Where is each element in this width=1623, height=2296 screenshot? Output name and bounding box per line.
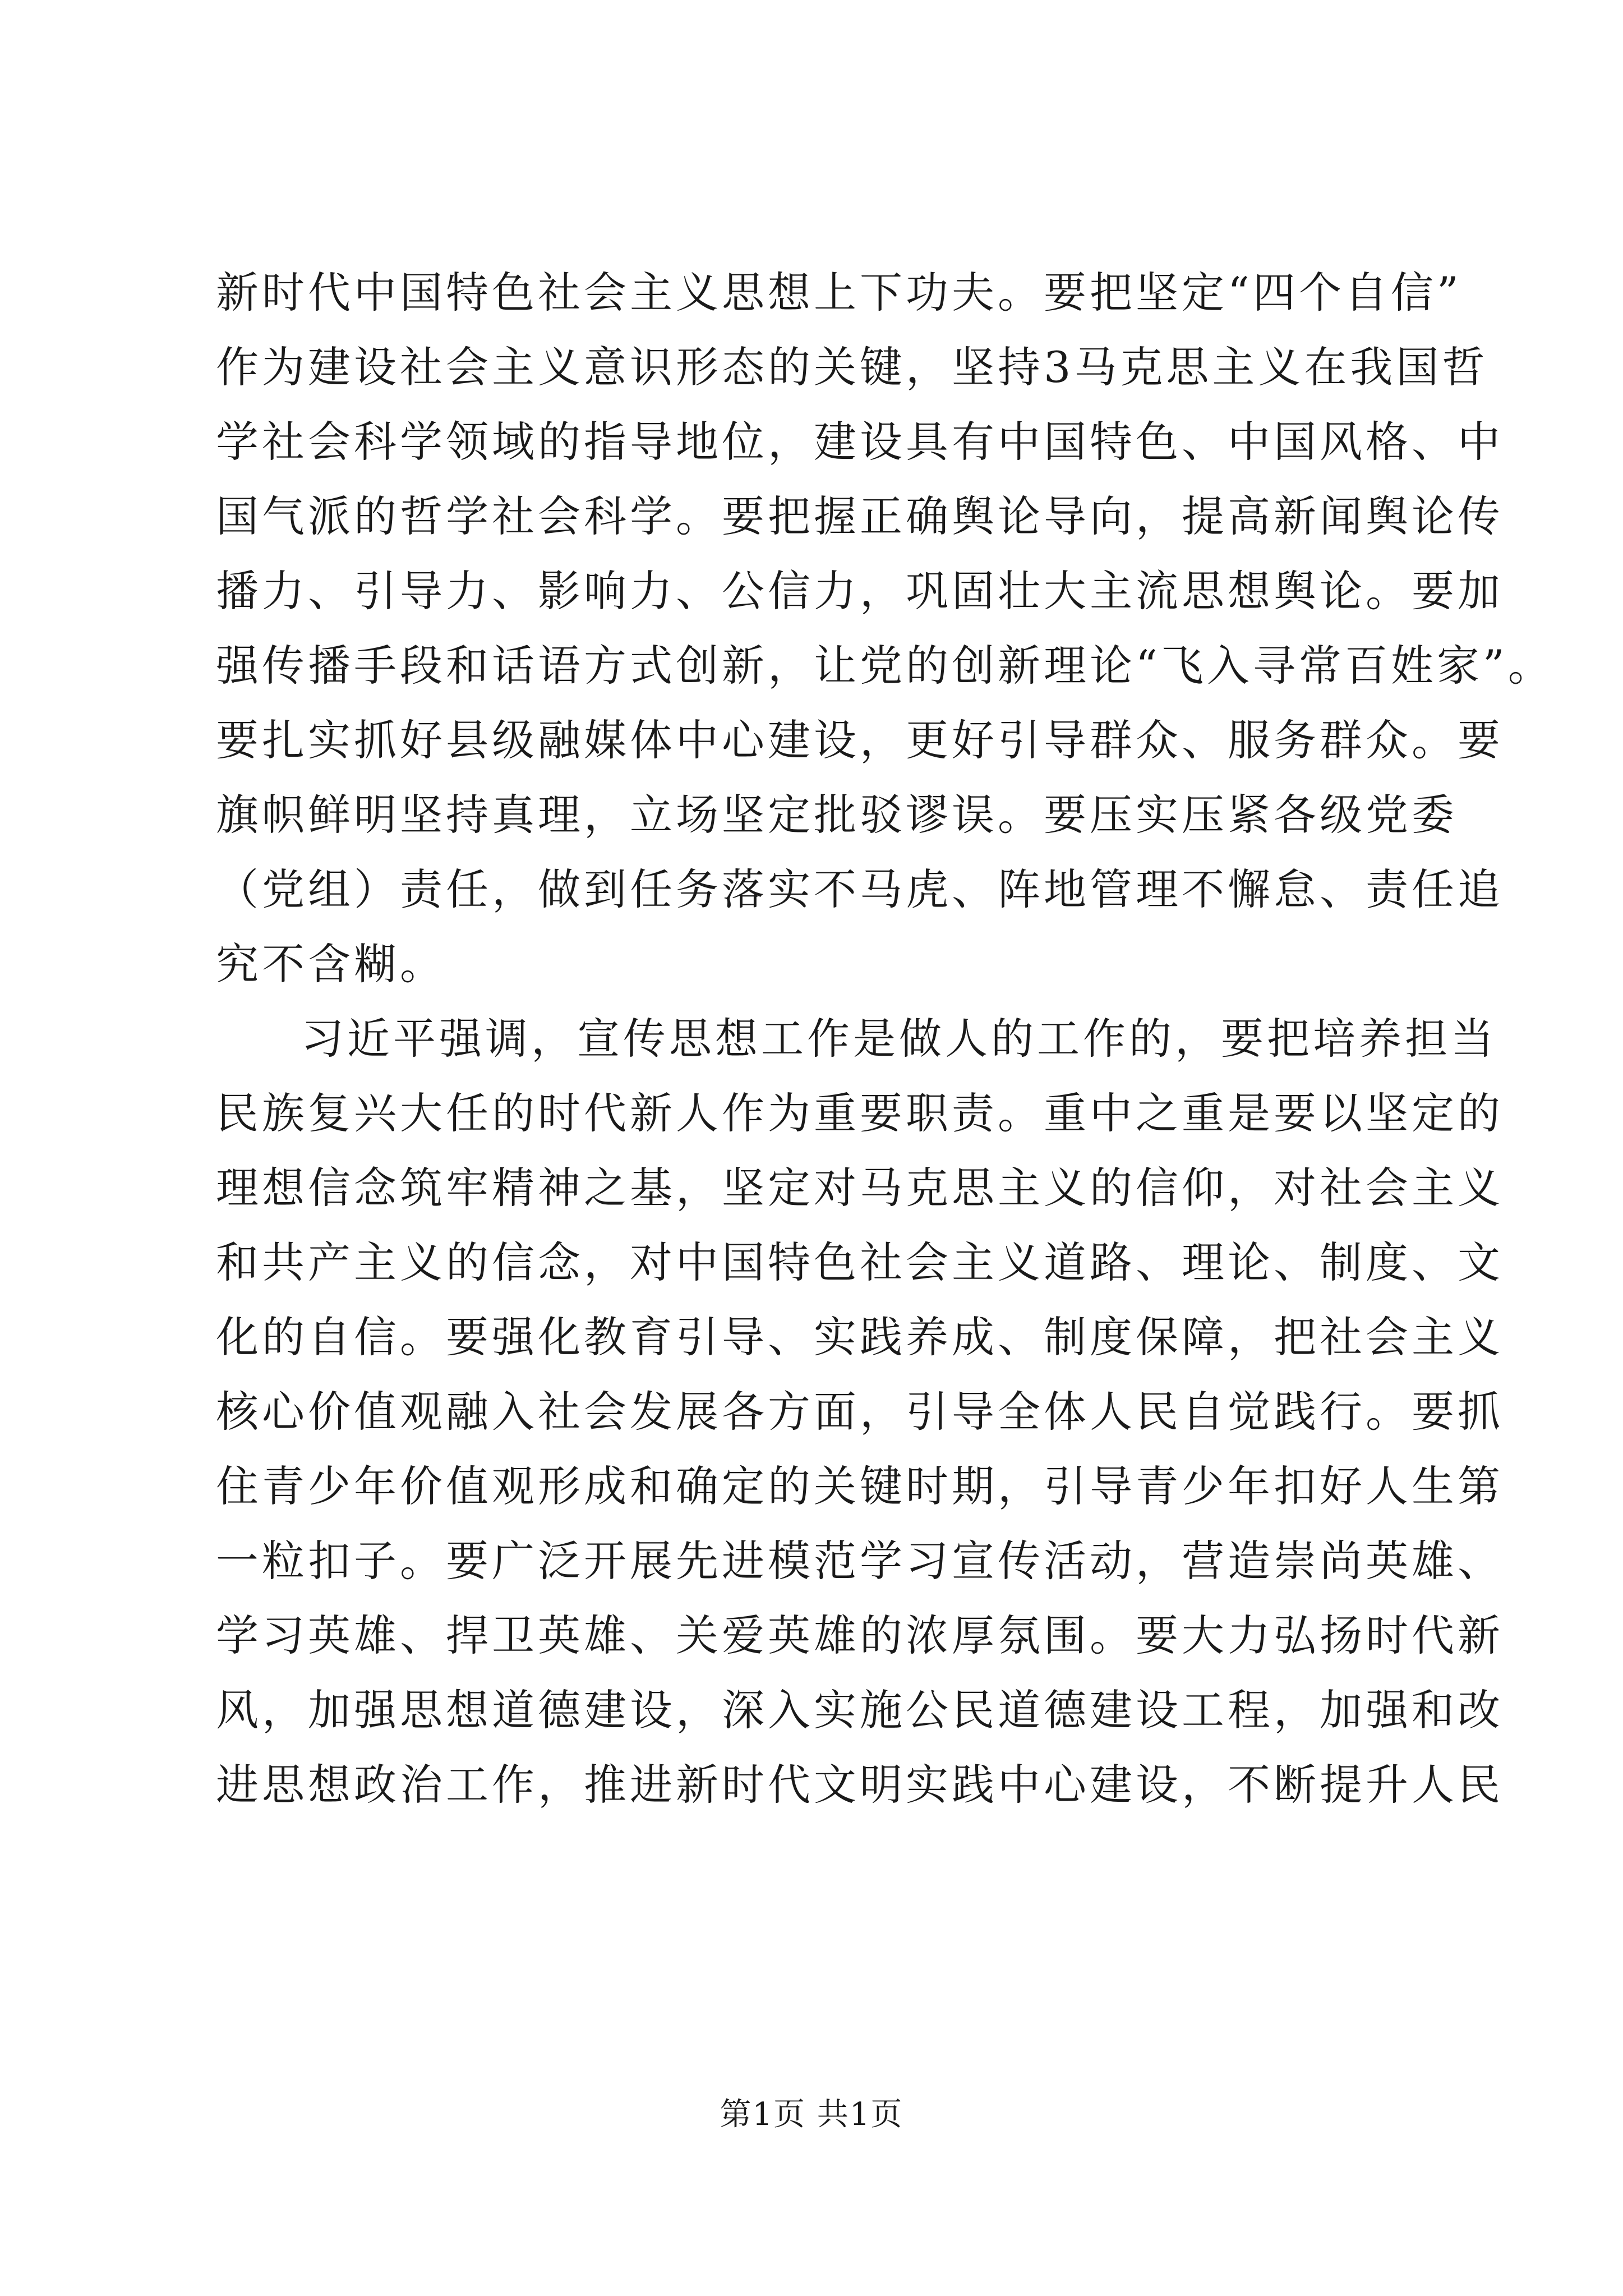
text-line: 理想信念筑牢精神之基，坚定对马克思主义的信仰，对社会主义: [216, 1163, 1504, 1213]
text-line: 要扎实抓好县级融媒体中心建设，更好引导群众、服务群众。要: [216, 715, 1504, 765]
text-line: 播力、引导力、影响力、公信力，巩固壮大主流思想舆论。要加: [216, 566, 1504, 616]
text-line: 作为建设社会主义意识形态的关键，坚持3马克思主义在我国哲: [216, 342, 1488, 392]
text-line: 进思想政治工作，推进新时代文明实践中心建设，不断提升人民: [216, 1760, 1504, 1810]
text-line: 和共产主义的信念，对中国特色社会主义道路、理论、制度、文: [216, 1237, 1504, 1287]
text-line: 一粒扣子。要广泛开展先进模范学习宣传活动，营造崇尚英雄、: [216, 1536, 1504, 1586]
text-line: 风，加强思想道德建设，深入实施公民道德建设工程，加强和改: [216, 1685, 1504, 1735]
text-line: 民族复兴大任的时代新人作为重要职责。重中之重是要以坚定的: [216, 1088, 1504, 1138]
text-line: （党组）责任，做到任务落实不马虎、阵地管理不懈怠、责任追: [216, 864, 1504, 914]
text-line: 究不含糊。: [216, 939, 446, 989]
page-number-footer: 第1页 共1页: [720, 2096, 903, 2133]
text-line: 住青少年价值观形成和确定的关键时期，引导青少年扣好人生第: [216, 1461, 1504, 1511]
text-line: 学习英雄、捍卫英雄、关爱英雄的浓厚氛围。要大力弘扬时代新: [216, 1611, 1504, 1660]
text-line: 核心价值观融入社会发展各方面，引导全体人民自觉践行。要抓: [216, 1387, 1504, 1437]
text-line: 旗帜鲜明坚持真理，立场坚定批驳谬误。要压实压紧各级党委: [216, 790, 1458, 840]
paragraph-first-line: 习近平强调，宣传思想工作是做人的工作的，要把培养担当: [301, 1014, 1497, 1064]
text-line: 学社会科学领域的指导地位，建设具有中国特色、中国风格、中: [216, 417, 1504, 467]
text-line: 化的自信。要强化教育引导、实践养成、制度保障，把社会主义: [216, 1312, 1504, 1362]
text-line: 强传播手段和话语方式创新，让党的创新理论“飞入寻常百姓家”。: [216, 641, 1554, 691]
body-text: [216, 255, 1554, 1822]
text-line: 新时代中国特色社会主义思想上下功夫。要把坚定“四个自信”: [216, 268, 1462, 318]
text-line: 国气派的哲学社会科学。要把握正确舆论导向，提高新闻舆论传: [216, 491, 1504, 541]
